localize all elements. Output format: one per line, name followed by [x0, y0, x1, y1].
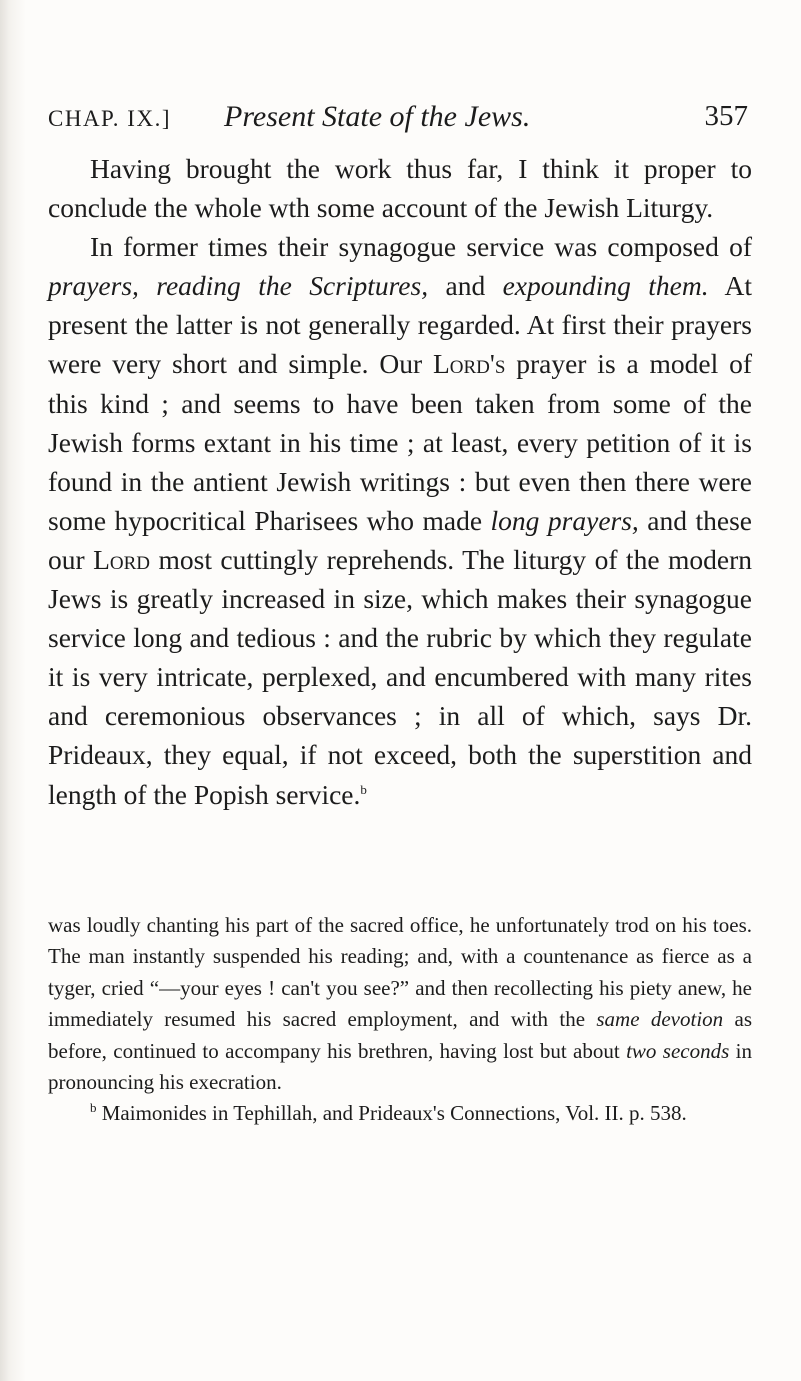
emphasis: prayers, reading the Scriptures,	[48, 270, 429, 302]
text-run: At present the latter is not generally regarded. At first their prayers were very short and simple. Our	[48, 270, 752, 380]
footnote-continuation	[48, 910, 752, 1098]
text-run: most cuttingly reprehends. The liturgy of the modern Jews is greatly increased in size, which makes their synagogue service long and tedious : and the rubric by which they regulate it is very intricate, perplexed, and encumbered with many rites and ceremonious observances ; in all of which, says Dr. Prideaux, they equal, if not exceed, both the superstition and length of the Popish service.	[48, 543, 752, 810]
running-title: Present State of the Jews.	[224, 100, 531, 133]
text-run: prayer is a model of this kind ; and seems to have been taken from some of the Jewish forms extant in his time ; at least, every petition of it is found in the antient Jewish writings : but even then there were some hypocritical Pharisees who made	[48, 348, 752, 536]
emphasis: same devotion	[596, 1007, 724, 1032]
small-caps: Lord's	[432, 348, 506, 380]
emphasis: expounding them.	[502, 270, 709, 302]
text-run: and	[428, 270, 503, 302]
footnote-reference[interactable]: b	[360, 781, 367, 797]
text-run: In former times their synagogue service was composed of	[90, 231, 752, 263]
footnote-text: Maimonides in Tephillah, and Prideaux's Connections, Vol. II. p. 538.	[96, 1101, 687, 1126]
footnote-marker: b	[90, 1100, 97, 1116]
text-run: was loudly chanting his part of the sacred office, he unfortunately trod on his toes. The man instantly suspended his reading; and, with a countenance as fierce as a tyger, cried “—your eyes ! can't you see?” and then recollecting his piety anew, he immediately resumed his sacred employment, and with the	[48, 913, 752, 1032]
page-number: 357	[704, 100, 748, 132]
emphasis: long prayers,	[490, 504, 639, 536]
main-text	[48, 149, 752, 814]
text-run: and these our	[48, 504, 752, 575]
running-header	[48, 100, 748, 140]
text-run: as before, continued to accompany his brethren, having lost but about	[48, 1007, 752, 1063]
footnote-b	[48, 1098, 752, 1129]
emphasis: two seconds	[626, 1038, 730, 1063]
text-run: in pronouncing his execration.	[48, 1038, 752, 1095]
chapter-label: CHAP. IX.]	[48, 106, 171, 131]
paragraph-2	[48, 227, 752, 813]
small-caps: Lord	[93, 543, 151, 575]
paragraph-1: Having brought the work thus far, I think it proper to conclude the whole wth some account of the Jewish Liturgy.	[48, 153, 752, 224]
page-edge-shadow	[0, 0, 26, 1381]
footnotes	[48, 910, 752, 1130]
